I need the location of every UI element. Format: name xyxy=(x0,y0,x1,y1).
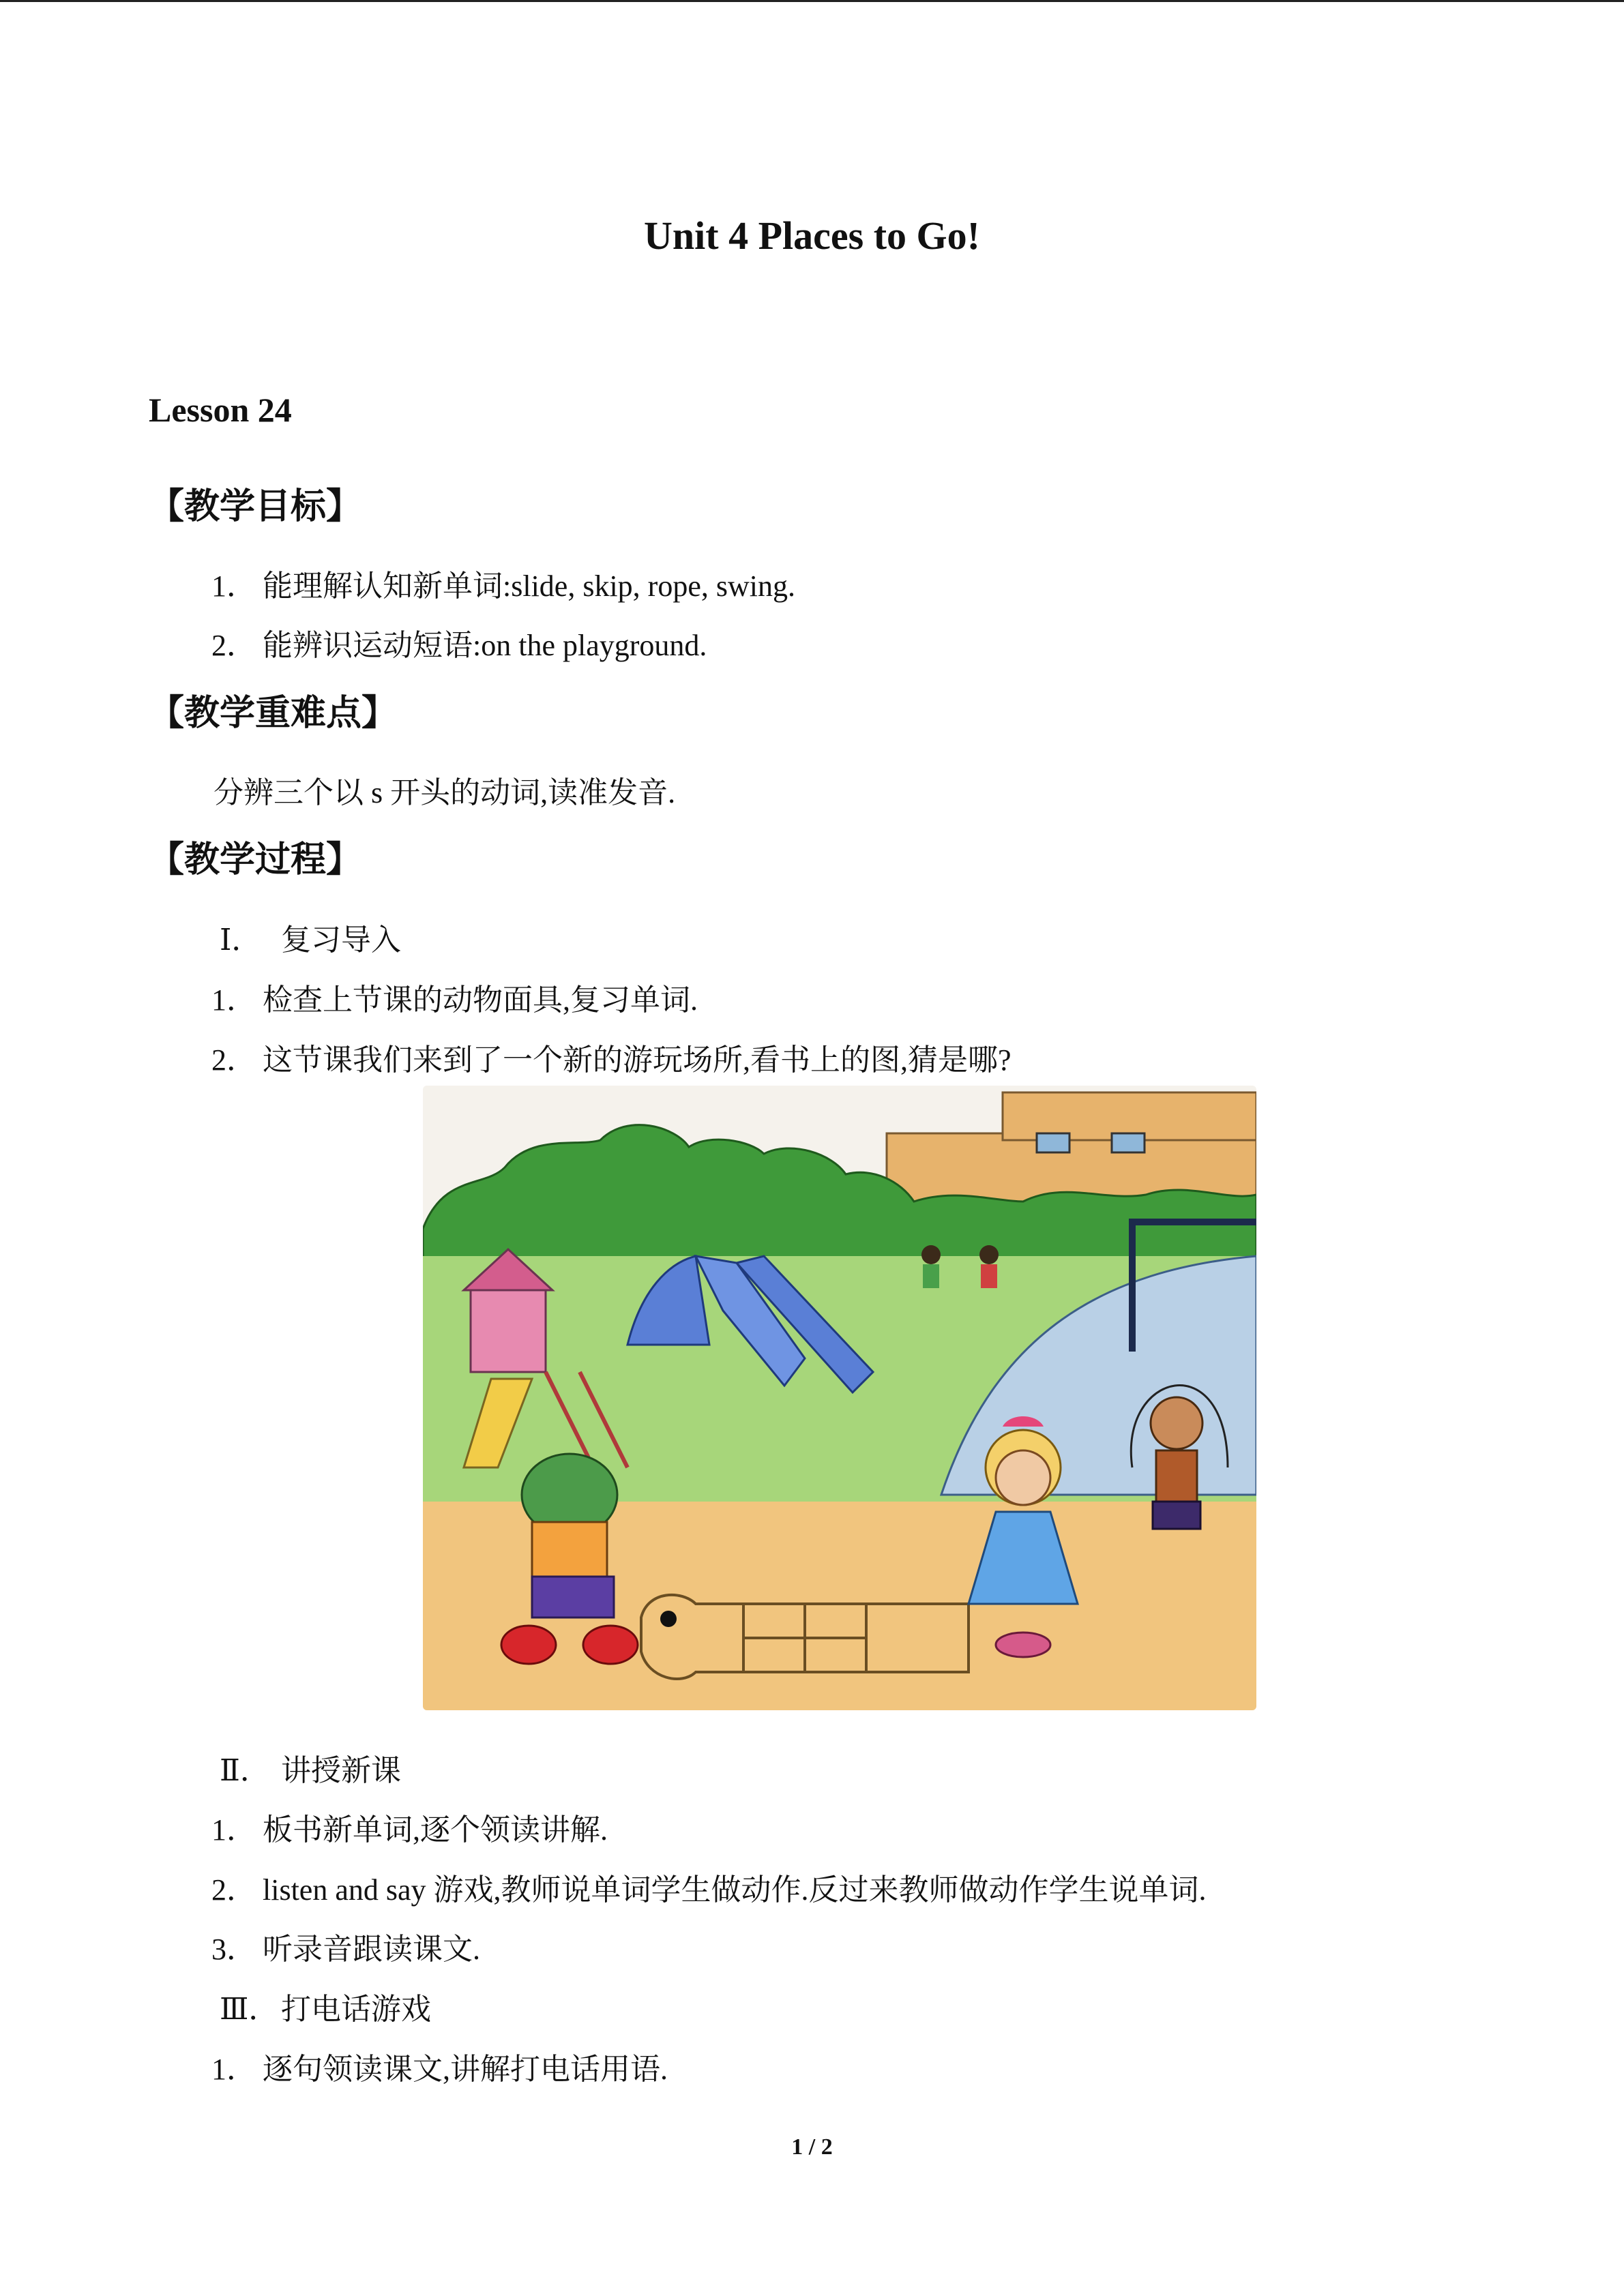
objective-item-2 xyxy=(211,621,707,664)
item-text: 能辨识运动短语:on the playground. xyxy=(263,629,707,662)
item-number: 1． xyxy=(211,569,256,603)
item-number: 2． xyxy=(211,629,256,662)
part1-item-1 xyxy=(211,975,698,1019)
section-heading-process: 【教学过程】 xyxy=(149,839,362,880)
process-part-1 xyxy=(220,915,401,959)
playground-illustration xyxy=(423,1086,1256,1710)
item-number: 1． xyxy=(211,2053,256,2086)
page-top-border xyxy=(0,0,1624,2)
section-heading-objectives: 【教学目标】 xyxy=(149,486,362,527)
part3-item-1 xyxy=(211,2044,668,2088)
part2-item-3 xyxy=(211,1924,480,1968)
part1-item-2 xyxy=(211,1035,1012,1079)
item-number: 1． xyxy=(211,983,256,1017)
item-number: 2． xyxy=(211,1873,256,1907)
process-part-3 xyxy=(220,1984,431,2028)
part-label: 打电话游戏 xyxy=(281,1993,431,2026)
part2-item-1 xyxy=(211,1805,608,1849)
part-number: Ⅲ． xyxy=(220,1993,279,2026)
part2-item-2 xyxy=(211,1865,1207,1909)
part-number: Ⅰ． xyxy=(220,923,262,957)
item-text: 板书新单词,逐个领读讲解. xyxy=(263,1813,608,1847)
part-label: 复习导入 xyxy=(281,923,401,957)
item-text: 检查上节课的动物面具,复习单词. xyxy=(263,983,698,1017)
page-number: 1 / 2 xyxy=(791,2134,833,2160)
section-heading-key-points: 【教学重难点】 xyxy=(149,693,398,734)
part-label: 讲授新课 xyxy=(281,1754,401,1787)
part-number: Ⅱ． xyxy=(220,1754,270,1787)
objective-item-1 xyxy=(211,561,795,605)
item-text: 听录音跟读课文. xyxy=(263,1933,480,1966)
item-number: 3． xyxy=(211,1933,256,1966)
item-number: 2． xyxy=(211,1043,256,1077)
process-part-2 xyxy=(220,1746,401,1789)
key-points-text: 分辨三个以 s 开头的动词,读准发音. xyxy=(213,776,676,809)
item-text: 这节课我们来到了一个新的游玩场所,看书上的图,猜是哪? xyxy=(263,1043,1012,1077)
item-text: 逐句领读课文,讲解打电话用语. xyxy=(263,2053,668,2086)
item-text: 能理解认知新单词:slide, skip, rope, swing. xyxy=(263,569,795,603)
document-title: Unit 4 Places to Go! xyxy=(644,213,980,258)
item-text: listen and say 游戏,教师说单词学生做动作.反过来教师做动作学生说单词. xyxy=(263,1873,1207,1907)
item-number: 1． xyxy=(211,1813,256,1847)
lesson-heading: Lesson 24 xyxy=(149,391,292,429)
